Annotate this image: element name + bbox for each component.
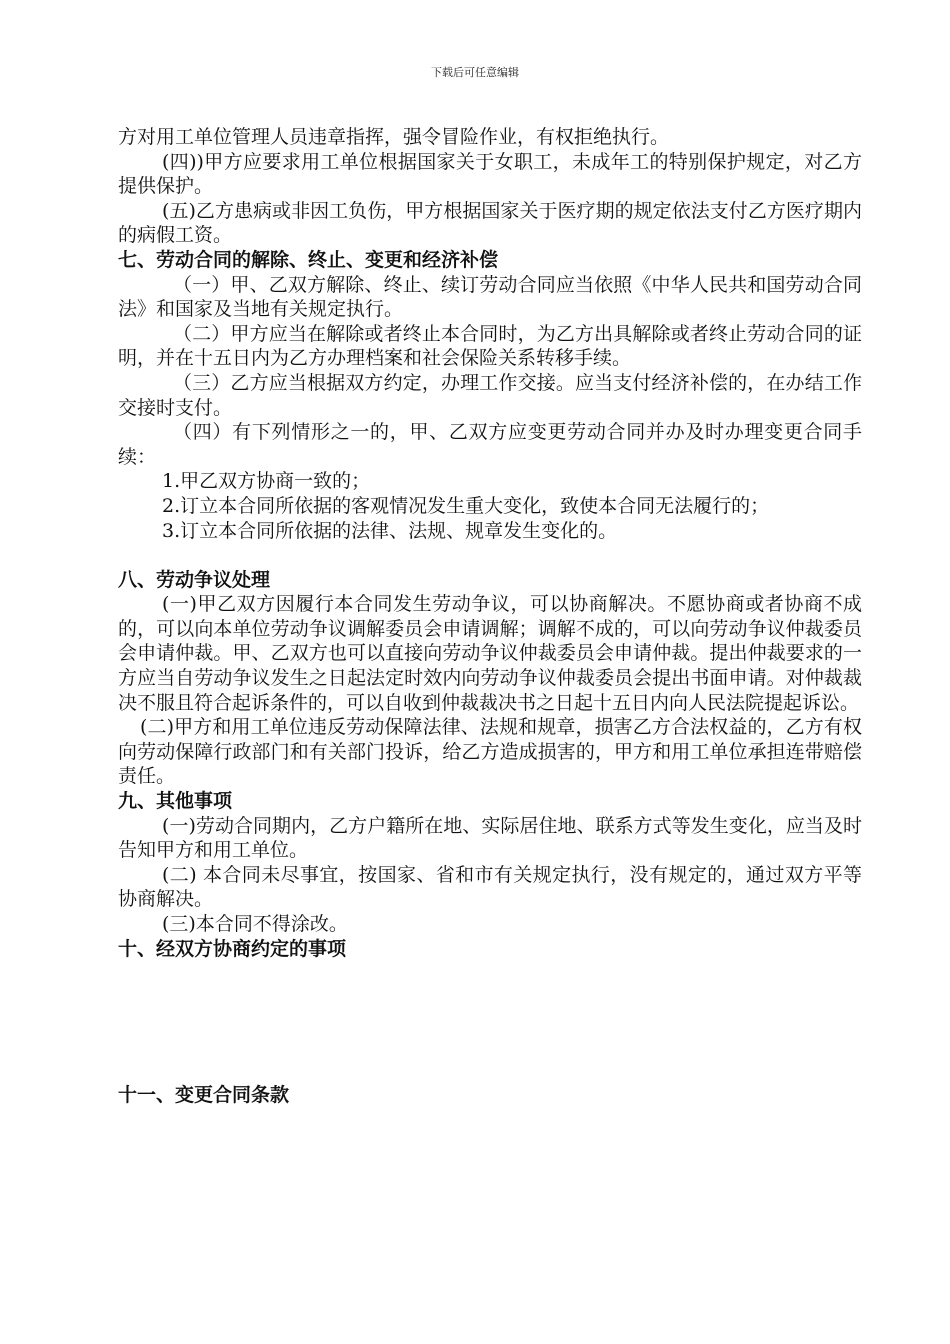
section-heading-10: 十、经双方协商约定的事项: [118, 937, 347, 960]
blank-line: [118, 543, 862, 568]
section-heading-9: 九、其他事项: [118, 790, 233, 813]
header-note: 下载后可任意编辑: [431, 66, 519, 79]
paragraph: (二)甲方和用工单位违反劳动保障法律、法规和规章，损害乙方合法权益的，乙方有权向劳动保障行政部门和有关部门投诉，给乙方造成损害的，甲方和用工单位承担连带赔偿责任。: [118, 716, 862, 788]
paragraph: （四）有下列情形之一的，甲、乙双方应变更劳动合同并办及时办理变更合同手续：: [118, 421, 862, 468]
list-item: 3.订立本合同所依据的法律、法规、规章发生变化的。: [162, 519, 618, 542]
paragraph: (一)甲乙双方因履行本合同发生劳动争议，可以协商解决。不愿协商或者协商不成的，可以向本单位劳动争议调解委员会申请调解；调解不成的，可以向劳动争议仲裁委员会申请仲裁。甲、乙双方也可以直接向劳动争议仲裁委员会申请仲裁。提出仲裁要求的一方应当自劳动争议发生之日起法定时效内向劳动争议仲裁委员会提出书面申请。对仲裁裁决不服且符合起诉条件的，可以自收到仲裁裁决书之日起十五日内向人民法院提起诉讼。: [118, 593, 862, 714]
paragraph: (一)劳动合同期内，乙方户籍所在地、实际居住地、联系方式等发生变化，应当及时告知甲方和用工单位。: [118, 814, 862, 862]
document-body: [118, 125, 862, 1108]
paragraph: (五)乙方患病或非因工负伤，甲方根据国家关于医疗期的规定依法支付乙方医疗期内的病假工资。: [118, 199, 862, 247]
paragraph: (四))甲方应要求用工单位根据国家关于女职工，未成年工的特别保护规定，对乙方提供保护。: [118, 150, 862, 198]
section-heading-11: 十一、变更合同条款: [118, 1084, 290, 1107]
list-item: 1.甲乙双方协商一致的；: [162, 470, 371, 493]
section-heading-7: 七、劳动合同的解除、终止、变更和经济补偿: [118, 248, 499, 271]
paragraph: (三)本合同不得涂改。: [162, 913, 348, 935]
section-heading-8: 八、劳动争议处理: [118, 568, 271, 591]
blank-space: [118, 961, 862, 1083]
paragraph: 方对用工单位管理人员违章指挥，强令冒险作业，有权拒绝执行。: [118, 126, 670, 148]
paragraph: （二）甲方应当在解除或者终止本合同时，为乙方出具解除或者终止劳动合同的证明，并在十五日内为乙方办理档案和社会保险关系转移手续。: [118, 322, 862, 370]
paragraph: (二) 本合同未尽事宜，按国家、省和市有关规定执行，没有规定的，通过双方平等协商解决。: [118, 863, 862, 911]
paragraph: （三）乙方应当根据双方约定，办理工作交接。应当支付经济补偿的，在办结工作交接时支付。: [118, 371, 862, 419]
paragraph: （一）甲、乙双方解除、终止、续订劳动合同应当依照《中华人民共和国劳动合同法》和国家及当地有关规定执行。: [118, 273, 862, 321]
list-item: 2.订立本合同所依据的客观情况发生重大变化，致使本合同无法履行的；: [162, 494, 770, 517]
